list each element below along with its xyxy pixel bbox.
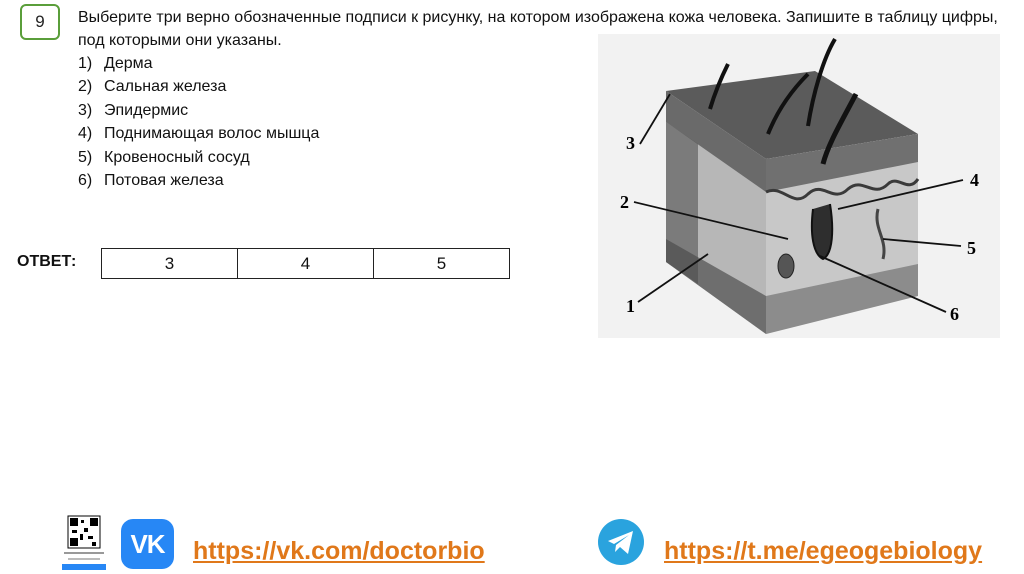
answer-table xyxy=(101,248,510,279)
label-4: 4 xyxy=(970,170,979,190)
options-list xyxy=(78,52,319,192)
option-item: 2) Сальная железа xyxy=(78,78,227,96)
option-item: 3) Эпидермис xyxy=(78,101,189,119)
answer-cell[interactable]: 4 xyxy=(238,249,374,279)
label-1: 1 xyxy=(626,296,635,316)
vk-link[interactable]: https://vk.com/doctorbio xyxy=(193,537,485,565)
telegram-icon[interactable] xyxy=(598,519,644,565)
option-item: 5) Кровеносный сосуд xyxy=(78,148,250,166)
answer-cell[interactable]: 5 xyxy=(374,249,510,279)
option-item: 4) Поднимающая волос мышца xyxy=(78,125,320,143)
option-item: 1) Дерма xyxy=(78,55,153,72)
answer-cell[interactable]: 3 xyxy=(102,249,238,279)
telegram-link[interactable]: https://t.me/egeogebiology xyxy=(664,537,983,565)
qr-code-icon xyxy=(58,514,110,570)
label-5: 5 xyxy=(967,238,976,258)
skin-diagram xyxy=(598,34,1000,338)
vk-icon[interactable]: VK xyxy=(121,519,174,569)
option-item: 6) Потовая железа xyxy=(78,172,224,190)
label-2: 2 xyxy=(620,192,629,212)
task-number-badge: 9 xyxy=(20,4,60,40)
label-6: 6 xyxy=(950,304,959,324)
answer-label: ОТВЕТ: xyxy=(17,253,77,270)
question-text: Выберите три верно обозначенные подписи к рисунку, на котором изображена кожа человека. Запишите в таблицу цифры, под которыми они указаны. xyxy=(78,9,998,49)
label-3: 3 xyxy=(626,133,635,153)
